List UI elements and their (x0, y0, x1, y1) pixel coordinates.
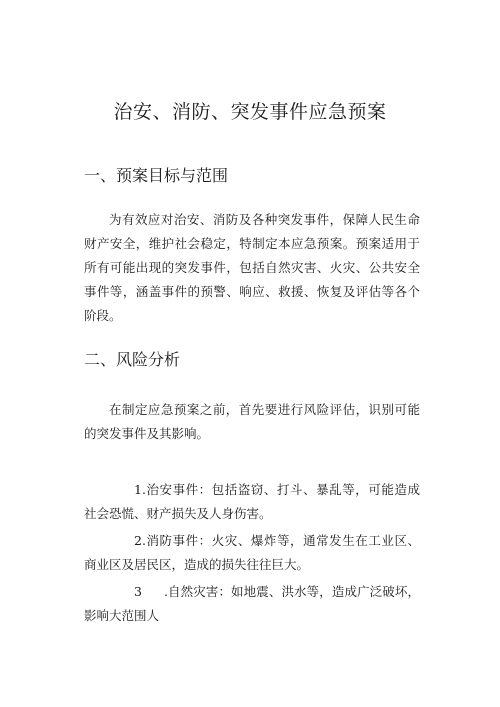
list-item-text: .消防事件：火灾、爆炸等，通常发生在工业区、商业区及居民区，造成的损失往往巨大。 (84, 533, 420, 572)
list-item-text: .治安事件：包括盗窃、打斗、暴乱等，可能造成社会恐慌、财产损失及人身伤害。 (84, 482, 420, 521)
list-item (84, 478, 420, 526)
list-item-number: 3 (134, 584, 142, 599)
section-paragraph-risk-analysis: 在制定应急预案之前，首先要进行风险评估，识别可能的突发事件及其影响。 (84, 402, 420, 441)
list-item-text: .自然灾害：如地震、洪水等，造成广泛破坏，影响大范围人 (84, 584, 420, 623)
list-item-number: 1 (134, 482, 142, 497)
section-heading-goals-scope: 一、预案目标与范围 (84, 166, 229, 185)
list-item (84, 529, 420, 577)
section-paragraph-goals-scope: 为有效应对治安、消防及各种突发事件，保障人民生命财产安全，维护社会稳定，特制定本应急预案。预案适用于所有可能出现的突发事件，包括自然灾害、火灾、公共安全事件等，涵盖事件的预警、响应、救援、恢复及评估等各个阶段。 (84, 212, 420, 323)
document-title: 治安、消防、突发事件应急预案 (113, 101, 387, 123)
section-heading-risk-analysis: 二、风险分析 (84, 350, 181, 369)
list-item (84, 580, 420, 628)
list-item-number: 2 (134, 533, 142, 548)
